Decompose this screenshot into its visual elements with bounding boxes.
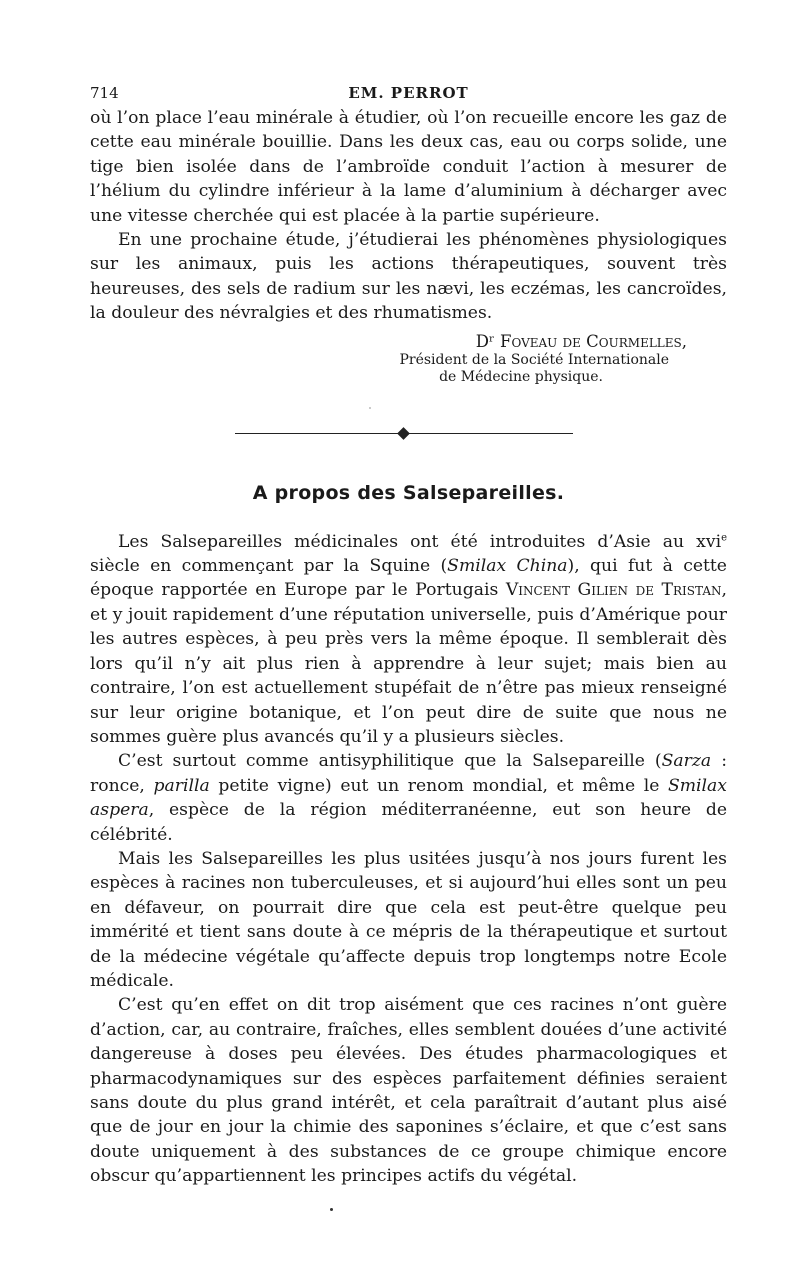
page: [90, 84, 727, 1189]
article-paragraph-3: Mais les Salsepareilles les plus usitées jusqu’à nos jours furent les espèces à racines non tuberculeuses, et si aujourd’hui elles sont un peu en défaveur, on pourrait dire que cela est peut-être quelque peu immérité et tient sans doute à ce mépris de la thérapeutique et surtout de la médecine végétale qu’affecte depuis trop longtemps notre Ecole médicale.: [90, 848, 727, 991]
running-head: [90, 84, 727, 106]
article-paragraph-2: [90, 749, 727, 847]
divider-line-right: [408, 433, 573, 434]
article-title: A propos des Salsepareilles.: [252, 481, 565, 504]
signature-name: Foveau de Courmelles,: [500, 331, 687, 351]
p2-text-4: , espèce de la région méditerranéenne, eut son heure de célébrité.: [90, 800, 727, 845]
article-paragraph-1: [90, 530, 727, 750]
p1-text-2: siècle en commençant par la Squine (: [90, 556, 448, 577]
p1-superscript: e: [721, 531, 727, 543]
p2-text-1: C’est surtout comme antisyphilitique que la Salsepareille (: [118, 751, 662, 772]
p1-text-1: Les Salsepareilles médicinales ont été introduites d’Asie au xvi: [118, 531, 722, 552]
p2-italic-2: parilla: [153, 775, 210, 796]
article-body: [90, 530, 727, 1189]
print-speck: [330, 1208, 333, 1211]
running-title: EM. PERROT: [348, 84, 469, 102]
previous-article-paragraph-1: où l’on place l’eau minérale à étudier, où l’on recueille encore les gaz de cette eau minérale bouillie. Dans les deux cas, eau ou corps solide, une tige bien isolée dans de l’ambroïde conduit l’action à mesurer de l’hélium du cylindre inférieur à la lame d’aluminium à décharger avec une vitesse cherchée qui est placée à la partie supérieure.: [90, 108, 727, 226]
author-signature: [90, 332, 727, 352]
article-paragraph-4: C’est qu’en effet on dit trop aisément que ces racines n’ont guère d’action, car, au contraire, fraîches, elles semblent douées d’une activité dangereuse à doses peu élevées. Des études pharmacologiques et pharmacodynamiques sur des espèces parfaitement définies seraient sans doute du plus grand intérêt, et cela paraîtrait d’autant plus aisé que de jour en jour la chimie des saponines s’éclaire, et que c’est sans doute uniquement à des substances de ce groupe chimique encore obscur qu’appartiennent les principes actifs du végétal.: [90, 995, 727, 1187]
signature-title-line-1: Président de la Société Internationale: [399, 351, 669, 368]
p1-text-4: , et y jouit rapidement d’une réputation universelle, puis d’Amérique pour les autres espèces, à peu près vers la même époque. Il semblerait dès lors qu’il n’y ait plus rien à apprendre à leur sujet; mais bien au contraire, l’on est actuellement stupéfait de n’être pas mieux renseigné sur leur origine botanique, et l’on peut dire de suite que nous ne sommes guère plus avancés qu’il y a plusieurs siècles.: [90, 580, 727, 747]
p1-text-3: ), qui fut à cette époque rapportée en Europe par le Portugais: [90, 556, 727, 601]
p2-species-name: Smilax aspera: [90, 775, 727, 821]
divider-line-left: [235, 433, 400, 434]
previous-article-paragraph-2: En une prochaine étude, j’étudierai les phénomènes physiologiques sur les animaux, puis les actions thérapeutiques, souvent très heureuses, des sels de radium sur les nævi, les eczémas, les cancroïdes, la douleur des névralgies et des rhumatismes.: [90, 230, 727, 324]
p1-species-name: Smilax China: [447, 556, 568, 577]
signature-title-line-2: de Médecine physique.: [439, 368, 603, 385]
print-speck: [369, 407, 371, 409]
p2-italic-1: Sarza: [661, 751, 712, 772]
section-divider: [90, 424, 727, 444]
page-number: 714: [90, 84, 119, 102]
p2-text-3: petite vigne) eut un renom mondial, et même le: [209, 775, 668, 796]
signature-prefix: Dʳ: [475, 331, 495, 351]
p2-text-2: : ronce,: [90, 751, 727, 796]
p1-person-name: Vincent Gilien de Tristan: [505, 580, 722, 601]
